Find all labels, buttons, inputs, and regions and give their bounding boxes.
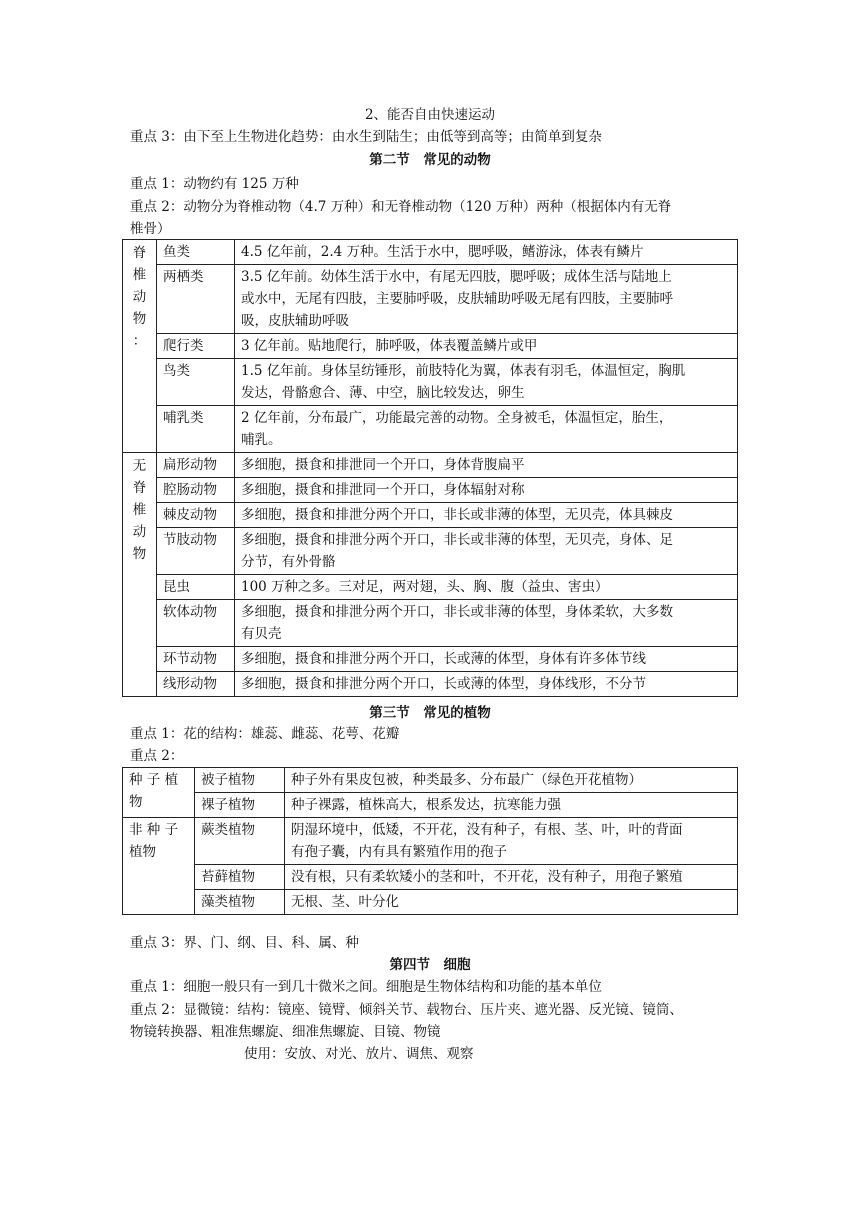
description-line: 阴湿环境中，低矮，不开花，没有种子，有根、茎、叶，叶的背面 — [291, 822, 683, 838]
table-row — [123, 528, 738, 575]
section2-title: 第二节 常见的动物 — [369, 152, 491, 168]
section2-key-point-2-line1: 重点 2：动物分为脊椎动物（4.7 万种）和无脊椎动物（120 万种）两种（根据体内有无脊 — [130, 199, 672, 215]
nonseed-plant-group-label-char: 非 种 子 — [129, 822, 179, 838]
vertebrate-group-label-char: 椎 — [132, 267, 147, 283]
section3-title: 第三节 常见的植物 — [369, 705, 491, 721]
description-line: 或水中，无尾有四肢，主要肺呼吸，皮肤辅助呼吸无尾有四肢，主要肺呼 — [241, 291, 673, 307]
description-line: 3 亿年前。贴地爬行，肺呼吸，体表覆盖鳞片或甲 — [241, 338, 538, 354]
table-row — [123, 503, 738, 528]
category-name-cell: 哺乳类 — [157, 406, 235, 453]
category-description-cell — [235, 600, 738, 647]
table-row — [123, 575, 738, 600]
section4-key-point-2-line2: 物镜转换器、粗准焦螺旋、细准焦螺旋、目镜、物镜 — [130, 1024, 441, 1040]
description-line: 多细胞，摄食和排泄分两个开口，长或薄的体型，身体有许多体节线 — [241, 651, 646, 667]
table-row — [123, 890, 738, 915]
table-row — [123, 818, 738, 865]
category-description-cell — [235, 647, 738, 672]
category-name-cell: 藻类植物 — [195, 890, 285, 915]
table-row — [123, 240, 738, 265]
description-line: 种子外有果皮包被，种类最多、分布最广（绿色开花植物） — [291, 772, 642, 788]
section2-key-point-2-line2: 椎骨） — [130, 221, 171, 237]
category-name-cell: 裸子植物 — [195, 793, 285, 818]
category-description-cell — [235, 359, 738, 406]
table-row — [123, 600, 738, 647]
category-description-cell — [235, 503, 738, 528]
animal-classification-table — [122, 239, 738, 697]
description-line: 没有根，只有柔软矮小的茎和叶，不开花，没有种子，用孢子繁殖 — [291, 869, 683, 885]
category-description-cell — [235, 453, 738, 478]
description-line: 3.5 亿年前。幼体生活于水中，有尾无四肢，腮呼吸；成体生活与陆地上 — [241, 269, 672, 285]
category-name-cell: 腔肠动物 — [157, 478, 235, 503]
table-row — [123, 672, 738, 697]
section4-key-point-1: 重点 1：细胞一般只有一到几十微米之间。细胞是生物体结构和功能的基本单位 — [130, 979, 602, 995]
category-description-cell — [285, 793, 738, 818]
category-name-cell: 线形动物 — [157, 672, 235, 697]
category-name-cell: 软体动物 — [157, 600, 235, 647]
description-line: 多细胞，摄食和排泄分两个开口，长或薄的体型，身体线形，不分节 — [241, 676, 646, 692]
description-line: 多细胞，摄食和排泄分两个开口，非长或非薄的体型，无贝壳，体具棘皮 — [241, 507, 673, 523]
invertebrate-group-label — [123, 453, 157, 697]
description-line: 种子裸露，植株高大，根系发达，抗寒能力强 — [291, 797, 561, 813]
category-description-cell — [285, 890, 738, 915]
invertebrate-group-label-char: 脊 — [132, 480, 147, 496]
plant-classification-table — [122, 767, 738, 915]
category-description-cell — [235, 265, 738, 334]
category-name-cell: 鱼类 — [157, 240, 235, 265]
category-description-cell — [285, 818, 738, 865]
description-line: 发达，骨骼愈合、薄、中空，脑比较发达，卵生 — [241, 385, 525, 401]
seed-plant-group-label-char: 物 — [129, 794, 143, 810]
description-line: 无根、茎、叶分化 — [291, 894, 399, 910]
category-description-cell — [285, 768, 738, 793]
category-name-cell: 鸟类 — [157, 359, 235, 406]
category-name-cell: 苔藓植物 — [195, 865, 285, 890]
vertebrate-group-label — [123, 240, 157, 453]
table-row — [123, 406, 738, 453]
section4-key-point-2-line3: 使用：安放、对光、放片、调焦、观察 — [244, 1046, 474, 1062]
category-name-cell: 棘皮动物 — [157, 503, 235, 528]
invertebrate-group-label-char: 无 — [132, 458, 147, 474]
invertebrate-group-label-char: 椎 — [132, 502, 147, 518]
intro-item-2: 2、能否自由快速运动 — [364, 107, 496, 123]
description-line: 1.5 亿年前。身体呈纺锤形，前肢特化为翼，体表有羽毛，体温恒定，胸肌 — [241, 363, 686, 379]
description-line: 4.5 亿年前，2.4 万种。生活于水中，腮呼吸，鳍游泳，体表有鳞片 — [241, 244, 644, 260]
description-line: 多细胞，摄食和排泄分两个开口，非长或非薄的体型，身体柔软，大多数 — [241, 604, 673, 620]
description-line: 有贝壳 — [241, 626, 282, 642]
description-line: 多细胞，摄食和排泄同一个开口，身体辐射对称 — [241, 482, 525, 498]
category-description-cell — [235, 334, 738, 359]
description-line: 分节，有外骨骼 — [241, 554, 336, 570]
table-row — [123, 793, 738, 818]
description-line: 吸，皮肤辅助呼吸 — [241, 313, 349, 329]
category-description-cell — [235, 575, 738, 600]
category-name-cell: 两栖类 — [157, 265, 235, 334]
category-description-cell — [235, 240, 738, 265]
description-line: 2 亿年前，分布最广，功能最完善的动物。全身被毛，体温恒定，胎生， — [241, 410, 673, 426]
description-line: 100 万种之多。三对足，两对翅，头、胸、腹（益虫、害虫） — [241, 579, 609, 595]
vertebrate-group-label-char: 脊 — [132, 245, 147, 261]
section4-key-point-2-line1: 重点 2：显微镜：结构：镜座、镜臂、倾斜关节、载物台、压片夹、遮光器、反光镜、镜筒、 — [130, 1002, 683, 1018]
category-name-cell: 节肢动物 — [157, 528, 235, 575]
description-line: 有孢子囊，内有具有繁殖作用的孢子 — [291, 844, 507, 860]
section3-key-point-1: 重点 1：花的结构：雄蕊、雌蕊、花萼、花瓣 — [130, 726, 400, 742]
section2-key-point-1: 重点 1：动物约有 125 万种 — [130, 176, 299, 192]
category-description-cell — [235, 672, 738, 697]
category-name-cell: 环节动物 — [157, 647, 235, 672]
nonseed-plant-group-label-char: 植物 — [129, 844, 156, 860]
section3-key-point-2: 重点 2： — [130, 748, 184, 764]
vertebrate-group-label-char: 物 — [132, 311, 147, 327]
nonseed-plant-group-label — [123, 818, 195, 915]
category-description-cell — [285, 865, 738, 890]
category-name-cell: 蕨类植物 — [195, 818, 285, 865]
description-line: 哺乳。 — [241, 432, 282, 448]
table-row — [123, 647, 738, 672]
category-name-cell: 扁形动物 — [157, 453, 235, 478]
table-row — [123, 768, 738, 793]
intro-key-point-3: 重点 3：由下至上生物进化趋势：由水生到陆生；由低等到高等；由简单到复杂 — [130, 129, 602, 145]
table-row — [123, 478, 738, 503]
vertebrate-group-label-char: ： — [132, 333, 147, 349]
section3-key-point-3: 重点 3：界、门、纲、目、科、属、种 — [130, 935, 359, 951]
table-row — [123, 453, 738, 478]
category-description-cell — [235, 478, 738, 503]
description-line: 多细胞，摄食和排泄同一个开口，身体背腹扁平 — [241, 457, 525, 473]
category-name-cell: 昆虫 — [157, 575, 235, 600]
invertebrate-group-label-char: 物 — [132, 546, 147, 562]
invertebrate-group-label-char: 动 — [132, 524, 147, 540]
vertebrate-group-label-char: 动 — [132, 289, 147, 305]
table-row — [123, 359, 738, 406]
seed-plant-group-label-char: 种 子 植 — [129, 772, 179, 788]
seed-plant-group-label — [123, 768, 195, 818]
table-row — [123, 865, 738, 890]
category-name-cell: 被子植物 — [195, 768, 285, 793]
category-description-cell — [235, 528, 738, 575]
category-description-cell — [235, 406, 738, 453]
description-line: 多细胞，摄食和排泄分两个开口，非长或非薄的体型，无贝壳，身体、足 — [241, 532, 673, 548]
category-name-cell: 爬行类 — [157, 334, 235, 359]
table-row — [123, 265, 738, 334]
table-row — [123, 334, 738, 359]
section4-title: 第四节 细胞 — [389, 957, 471, 973]
